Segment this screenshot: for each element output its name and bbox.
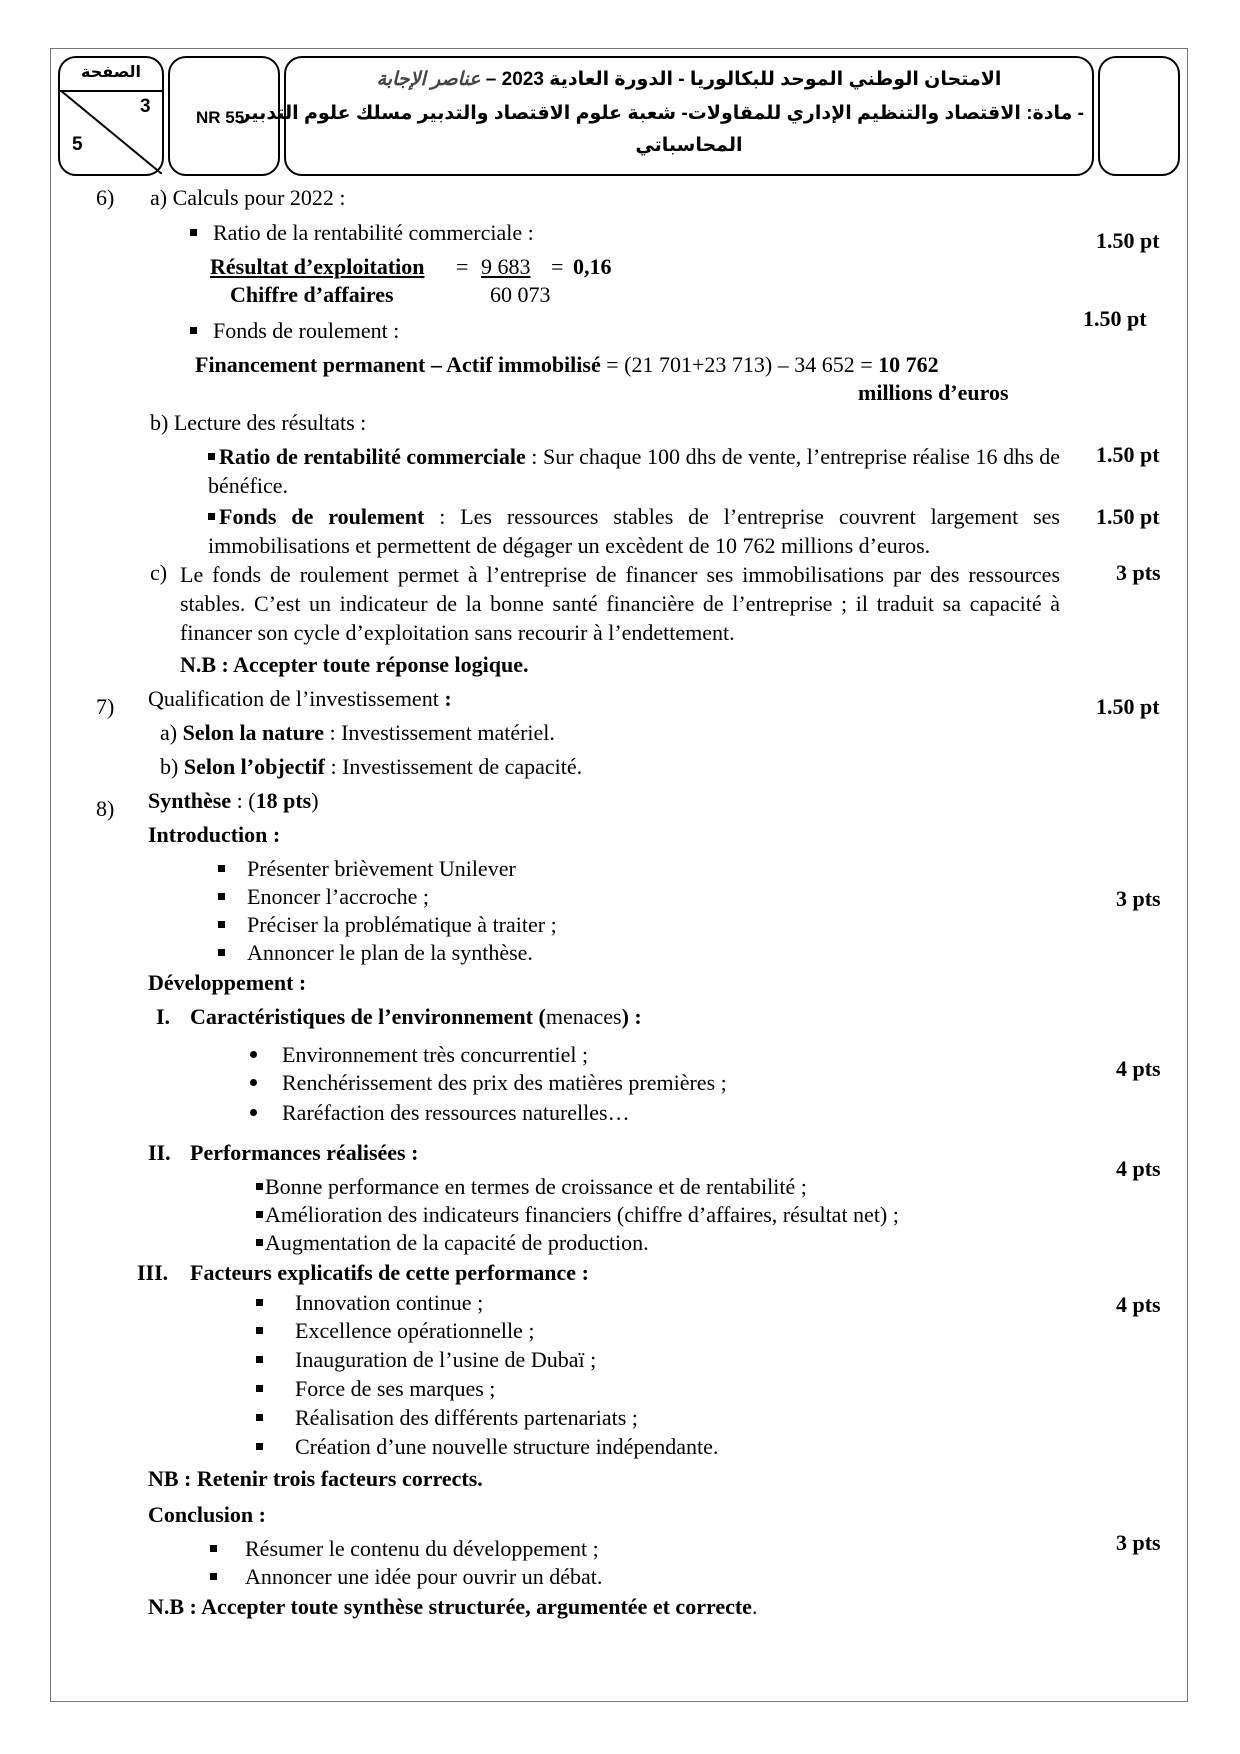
square-bullet-icon bbox=[256, 1443, 263, 1450]
q6-c-text: Le fonds de roulement permet à l’entreprise de financer ses immobilisations par des ressources stables. C’est un indicateur de la bonne santé financière de l’entreprise ; il traduit sa capacité à financer son cycle d’exploitation sans recourir à l’endettement. bbox=[180, 562, 1060, 645]
q7-title-text: Qualification de l’investissement bbox=[148, 686, 439, 711]
blank-box bbox=[1098, 56, 1180, 176]
q7-a-prefix: a) bbox=[160, 720, 183, 745]
fr-unit: millions d’euros bbox=[858, 380, 1009, 405]
q6-c-points: 3 pts bbox=[1116, 560, 1161, 585]
nb-final-text: N.B : Accepter toute synthèse structurée, argumentée et correcte bbox=[148, 1594, 752, 1619]
fr-item-label: Fonds de roulement : bbox=[213, 318, 400, 343]
q6-b-label: b) Lecture des résultats : bbox=[150, 410, 367, 435]
square-bullet-icon bbox=[218, 949, 225, 956]
dev-title: Développement : bbox=[148, 970, 307, 995]
s3-item-text: Innovation continue ; bbox=[295, 1290, 484, 1315]
q6-b2-points: 1.50 pt bbox=[1096, 504, 1160, 529]
s1-item bbox=[250, 1042, 588, 1068]
s1-item bbox=[250, 1070, 727, 1096]
s2-item-text: Bonne performance en termes de croissance et de rentabilité ; bbox=[265, 1174, 807, 1199]
ratio-item-label: Ratio de la rentabilité commerciale : bbox=[213, 220, 534, 245]
ratio-numerator-value: 9 683 bbox=[481, 254, 531, 279]
square-bullet-icon bbox=[210, 1573, 217, 1580]
b1-text: : Sur chaque 100 dhs de vente, l’entreprise réalise 16 dhs de bénéfice. bbox=[208, 444, 1060, 498]
q7-b-text: : Investissement de capacité. bbox=[324, 754, 583, 779]
section-1-title bbox=[190, 1004, 642, 1030]
b1-term: Ratio de rentabilité commerciale bbox=[219, 444, 526, 469]
s3-item-text: Réalisation des différents partenariats ; bbox=[295, 1405, 638, 1430]
answer-key-stamp: عناصر الإجابة bbox=[376, 69, 481, 90]
square-bullet-icon bbox=[190, 327, 197, 334]
fr-formula-calc: = (21 701+23 713) – 34 652 = bbox=[606, 352, 873, 377]
concl-item-text: Résumer le contenu du développement ; bbox=[245, 1536, 599, 1561]
square-bullet-icon bbox=[190, 229, 197, 236]
page-current: 3 bbox=[140, 96, 151, 117]
s2-item bbox=[256, 1230, 649, 1256]
square-bullet-icon bbox=[210, 1545, 217, 1552]
round-bullet-icon bbox=[250, 1079, 257, 1086]
s3-item bbox=[256, 1434, 718, 1460]
title-line-3: المحاسباتي bbox=[635, 135, 743, 156]
title-line-1 bbox=[286, 68, 1092, 91]
q7-b-term: Selon l’objectif bbox=[183, 754, 325, 779]
square-bullet-icon bbox=[256, 1211, 263, 1218]
ratio-eq-1: = bbox=[456, 254, 469, 279]
square-bullet-icon bbox=[256, 1414, 263, 1421]
nb-final bbox=[148, 1594, 757, 1620]
q7-b bbox=[160, 754, 582, 780]
square-bullet-icon bbox=[256, 1299, 263, 1306]
q7-b-prefix: b) bbox=[160, 754, 184, 779]
title-line-2: - مادة: الاقتصاد والتنظيم الإداري للمقاولات- شعبة علوم الاقتصاد والتدبير مسلك علوم التدبير bbox=[239, 103, 1084, 124]
title-box bbox=[239, 56, 1094, 176]
ratio-denominator-label: Chiffre d’affaires bbox=[230, 282, 394, 307]
s2-item-text: Augmentation de la capacité de production. bbox=[265, 1230, 649, 1255]
s1-title-normal: menaces bbox=[545, 1004, 622, 1029]
s2-item bbox=[256, 1202, 899, 1228]
q7-number: 7) bbox=[96, 694, 115, 719]
q8-title-term: Synthèse bbox=[148, 788, 232, 813]
intro-item-text: Présenter brièvement Unilever bbox=[247, 856, 516, 881]
b2-text: : Les ressources stables de l’entreprise couvrent largement ses immobilisations et permettent de dégager un excèdent de 10 762 millions d’euros. bbox=[208, 504, 1060, 558]
s2-item-text: Amélioration des indicateurs financiers (chiffre d’affaires, résultat net) ; bbox=[265, 1202, 899, 1227]
q6-b1-reading bbox=[208, 442, 1060, 500]
b2-term: Fonds de roulement bbox=[219, 504, 425, 529]
intro-item bbox=[218, 940, 533, 966]
s3-item bbox=[256, 1290, 483, 1316]
intro-item bbox=[218, 884, 429, 910]
square-bullet-icon bbox=[256, 1327, 263, 1334]
q6-b2-reading bbox=[208, 502, 1060, 560]
conclusion-title: Conclusion : bbox=[148, 1502, 266, 1527]
q6-a-label: a) Calculs pour 2022 : bbox=[150, 185, 346, 210]
q6-fr-points: 1.50 pt bbox=[1083, 306, 1147, 331]
s2-item bbox=[256, 1174, 807, 1200]
intro-item bbox=[218, 856, 516, 882]
q7-a-text: : Investissement matériel. bbox=[323, 720, 555, 745]
q8-title-close: ) bbox=[311, 788, 319, 813]
fr-formula bbox=[195, 352, 939, 378]
square-bullet-icon bbox=[218, 865, 225, 872]
s3-item-text: Force de ses marques ; bbox=[295, 1376, 496, 1401]
ratio-eq-2: = bbox=[551, 254, 564, 279]
s1-item bbox=[250, 1100, 630, 1126]
s1-item-text: Raréfaction des ressources naturelles… bbox=[282, 1100, 630, 1125]
q7-a bbox=[160, 720, 555, 746]
round-bullet-icon bbox=[250, 1051, 257, 1058]
s3-item bbox=[256, 1376, 495, 1402]
q8-number: 8) bbox=[96, 796, 115, 821]
s1-points: 4 pts bbox=[1116, 1056, 1161, 1081]
s3-item bbox=[256, 1347, 596, 1373]
square-bullet-icon bbox=[256, 1239, 263, 1246]
nb-final-dot: . bbox=[751, 1594, 758, 1619]
square-bullet-icon bbox=[218, 921, 225, 928]
round-bullet-icon bbox=[250, 1109, 257, 1116]
title-text-1: الامتحان الوطني الموحد للبكالوريا - الدورة العادية 2023 – bbox=[485, 69, 1002, 90]
nb-factors: NB : Retenir trois facteurs corrects. bbox=[148, 1466, 483, 1491]
s3-item bbox=[256, 1318, 534, 1344]
q7-title-colon: : bbox=[438, 686, 452, 711]
q6-b1-points: 1.50 pt bbox=[1096, 442, 1160, 467]
fr-result: 10 762 bbox=[878, 352, 939, 377]
concl-item bbox=[210, 1564, 602, 1590]
s3-item-text: Création d’une nouvelle structure indépendante. bbox=[295, 1434, 719, 1459]
q6-nb: N.B : Accepter toute réponse logique. bbox=[180, 652, 529, 677]
ratio-numerator-label: Résultat d’exploitation bbox=[210, 254, 425, 279]
q8-title-pts: 18 pts bbox=[255, 788, 312, 813]
intro-points: 3 pts bbox=[1116, 886, 1161, 911]
q7-points: 1.50 pt bbox=[1096, 694, 1160, 719]
ratio-denominator-value: 60 073 bbox=[490, 282, 551, 307]
q6-number: 6) bbox=[96, 185, 115, 210]
intro-item-text: Enoncer l’accroche ; bbox=[247, 884, 429, 909]
page-label: الصفحة bbox=[60, 58, 162, 92]
s1-title-bold: Caractéristiques de l’environnement ( bbox=[190, 1004, 546, 1029]
s1-item-text: Renchérissement des prix des matières premières ; bbox=[282, 1070, 727, 1095]
s1-title-end: ) : bbox=[621, 1004, 642, 1029]
q6-c-label: c) bbox=[150, 560, 168, 585]
ratio-result: 0,16 bbox=[573, 254, 612, 279]
square-bullet-icon bbox=[256, 1183, 263, 1190]
exam-code: NR 55 bbox=[196, 108, 245, 127]
page-total: 5 bbox=[72, 134, 83, 155]
q8-title bbox=[148, 788, 319, 814]
q8-title-open: : ( bbox=[231, 788, 256, 813]
section-2-title: Performances réalisées : bbox=[190, 1140, 419, 1165]
intro-item-text: Annoncer le plan de la synthèse. bbox=[247, 940, 533, 965]
section-1-number: I. bbox=[156, 1004, 171, 1029]
intro-item bbox=[218, 912, 557, 938]
conclusion-points: 3 pts bbox=[1116, 1530, 1161, 1555]
page-number-box bbox=[58, 56, 164, 176]
q6-fr-item bbox=[190, 318, 399, 344]
concl-item bbox=[210, 1536, 599, 1562]
s3-item bbox=[256, 1405, 638, 1431]
s3-item-text: Inauguration de l’usine de Dubaï ; bbox=[295, 1347, 597, 1372]
intro-title: Introduction : bbox=[148, 822, 281, 847]
s3-points: 4 pts bbox=[1116, 1292, 1161, 1317]
s1-item-text: Environnement très concurrentiel ; bbox=[282, 1042, 589, 1067]
s3-item-text: Excellence opérationnelle ; bbox=[295, 1318, 535, 1343]
q7-a-term: Selon la nature bbox=[182, 720, 324, 745]
concl-item-text: Annoncer une idée pour ouvrir un débat. bbox=[245, 1564, 603, 1589]
square-bullet-icon bbox=[256, 1356, 263, 1363]
square-bullet-icon bbox=[256, 1385, 263, 1392]
square-bullet-icon bbox=[218, 893, 225, 900]
fr-formula-terms: Financement permanent – Actif immobilisé bbox=[195, 352, 601, 377]
section-3-title: Facteurs explicatifs de cette performance : bbox=[190, 1260, 589, 1285]
square-bullet-icon bbox=[208, 513, 215, 520]
q6-ratio-item bbox=[190, 220, 534, 246]
s2-points: 4 pts bbox=[1116, 1156, 1161, 1181]
section-3-number: III. bbox=[137, 1260, 169, 1285]
square-bullet-icon bbox=[208, 453, 215, 460]
q6-ratio-points: 1.50 pt bbox=[1096, 228, 1160, 253]
section-2-number: II. bbox=[148, 1140, 171, 1165]
q7-title bbox=[148, 686, 452, 712]
intro-item-text: Préciser la problématique à traiter ; bbox=[247, 912, 557, 937]
